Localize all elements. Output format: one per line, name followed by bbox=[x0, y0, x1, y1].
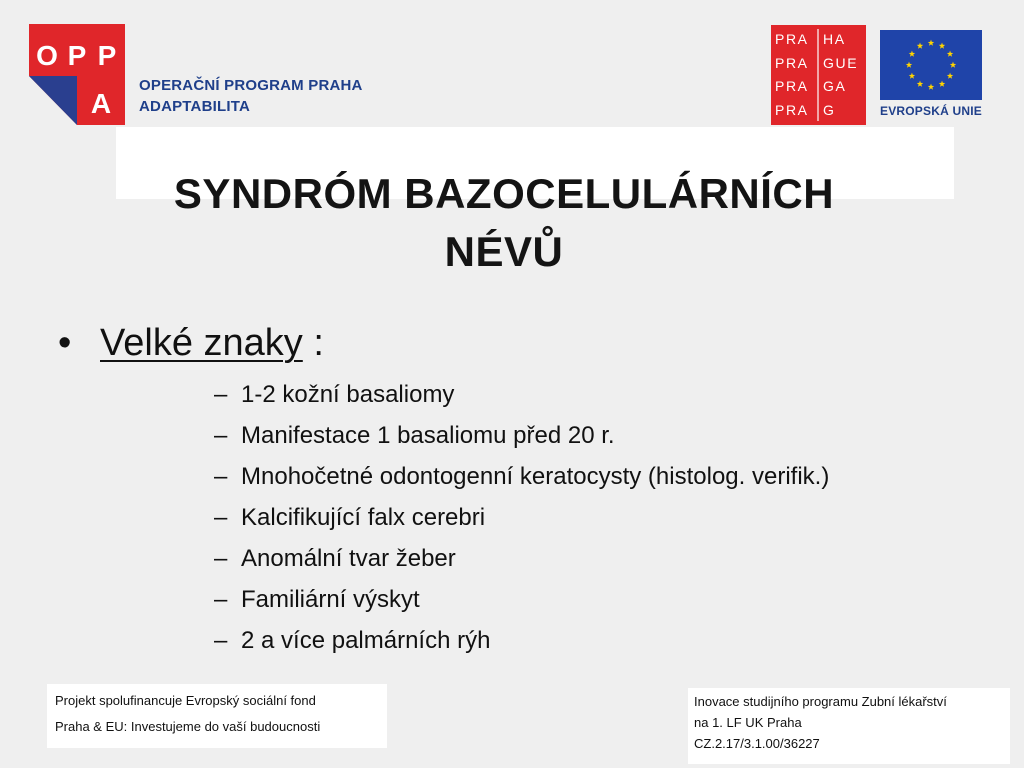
eu-star-icon bbox=[909, 73, 915, 79]
eu-logo bbox=[880, 30, 986, 118]
praha-logo-right-column bbox=[817, 29, 862, 121]
sub-bullet-list bbox=[214, 376, 829, 663]
main-bullet-suffix: : bbox=[302, 322, 324, 364]
eu-star-icon bbox=[939, 43, 945, 49]
praha-row: PRA bbox=[775, 101, 809, 118]
list-item-text: 2 a více palmárních rýh bbox=[241, 627, 491, 654]
slide-title bbox=[0, 165, 1008, 281]
praha-row: PRA bbox=[775, 78, 809, 95]
footer-right bbox=[688, 688, 1010, 764]
praha-row: GUE bbox=[823, 54, 859, 71]
list-item-text: Mnohočetné odontogenní keratocysty (histolog. verifik.) bbox=[241, 463, 830, 490]
footer-right-line-2: na 1. LF UK Praha bbox=[694, 715, 802, 730]
bullet-icon: • bbox=[58, 322, 72, 364]
praha-row: HA bbox=[823, 31, 846, 47]
oppa-letter-p2: P bbox=[97, 40, 117, 71]
list-item bbox=[214, 458, 829, 499]
oppa-letter-p1: P bbox=[67, 40, 87, 71]
oppa-program-name bbox=[139, 75, 363, 117]
eu-flag-icon bbox=[880, 30, 982, 100]
list-item bbox=[214, 499, 829, 540]
slide-title-line-2: NÉVŮ bbox=[444, 228, 564, 275]
eu-label: EVROPSKÁ UNIE bbox=[880, 104, 982, 118]
eu-star-icon bbox=[947, 73, 953, 79]
dash-icon: – bbox=[214, 504, 228, 531]
praha-row: G bbox=[823, 101, 836, 118]
praha-logo bbox=[771, 25, 866, 125]
eu-star-icon bbox=[928, 84, 934, 90]
list-item bbox=[214, 417, 829, 458]
list-item bbox=[214, 622, 829, 663]
footer-right-line-1: Inovace studijního programu Zubní lékařství bbox=[694, 694, 947, 709]
eu-star-icon bbox=[906, 62, 912, 68]
dash-icon: – bbox=[214, 422, 228, 449]
oppa-logo bbox=[29, 24, 125, 125]
main-bullet bbox=[58, 322, 324, 365]
oppa-line-1: OPERAČNÍ PROGRAM PRAHA bbox=[139, 77, 363, 94]
praha-row: PRA bbox=[775, 31, 809, 47]
footer-left bbox=[47, 684, 387, 748]
list-item bbox=[214, 581, 829, 622]
dash-icon: – bbox=[214, 627, 228, 654]
dash-icon: – bbox=[214, 381, 228, 408]
oppa-line-2: ADAPTABILITA bbox=[139, 98, 250, 115]
eu-star-icon bbox=[928, 40, 934, 46]
list-item-text: Manifestace 1 basaliomu před 20 r. bbox=[241, 422, 615, 449]
list-item bbox=[214, 376, 829, 417]
eu-star-icon bbox=[947, 51, 953, 57]
dash-icon: – bbox=[214, 545, 228, 572]
oppa-letter-o: O bbox=[36, 40, 58, 71]
dash-icon: – bbox=[214, 586, 228, 613]
praha-row: PRA bbox=[775, 54, 809, 71]
footer-right-line-3: CZ.2.17/3.1.00/36227 bbox=[694, 736, 820, 751]
list-item-text: 1-2 kožní basaliomy bbox=[241, 381, 455, 408]
footer-left-line-2: Praha & EU: Investujeme do vaší budoucnosti bbox=[55, 719, 321, 734]
list-item-text: Anomální tvar žeber bbox=[241, 545, 456, 572]
eu-star-icon bbox=[917, 81, 923, 87]
slide-title-line-1: SYNDRÓM BAZOCELULÁRNÍCH bbox=[173, 170, 835, 217]
main-bullet-label: Velké znaky bbox=[100, 322, 303, 364]
eu-star-icon bbox=[950, 62, 956, 68]
eu-star-icon bbox=[909, 51, 915, 57]
eu-star-icon bbox=[917, 43, 923, 49]
dash-icon: – bbox=[214, 463, 228, 490]
list-item-text: Kalcifikující falx cerebri bbox=[241, 504, 486, 531]
praha-row: GA bbox=[823, 78, 847, 95]
oppa-letter-a: A bbox=[90, 88, 112, 119]
list-item bbox=[214, 540, 829, 581]
list-item-text: Familiární výskyt bbox=[241, 586, 420, 613]
footer-left-line-1: Projekt spolufinancuje Evropský sociální fond bbox=[55, 693, 316, 708]
eu-star-icon bbox=[939, 81, 945, 87]
praha-logo-left-column bbox=[775, 29, 817, 121]
